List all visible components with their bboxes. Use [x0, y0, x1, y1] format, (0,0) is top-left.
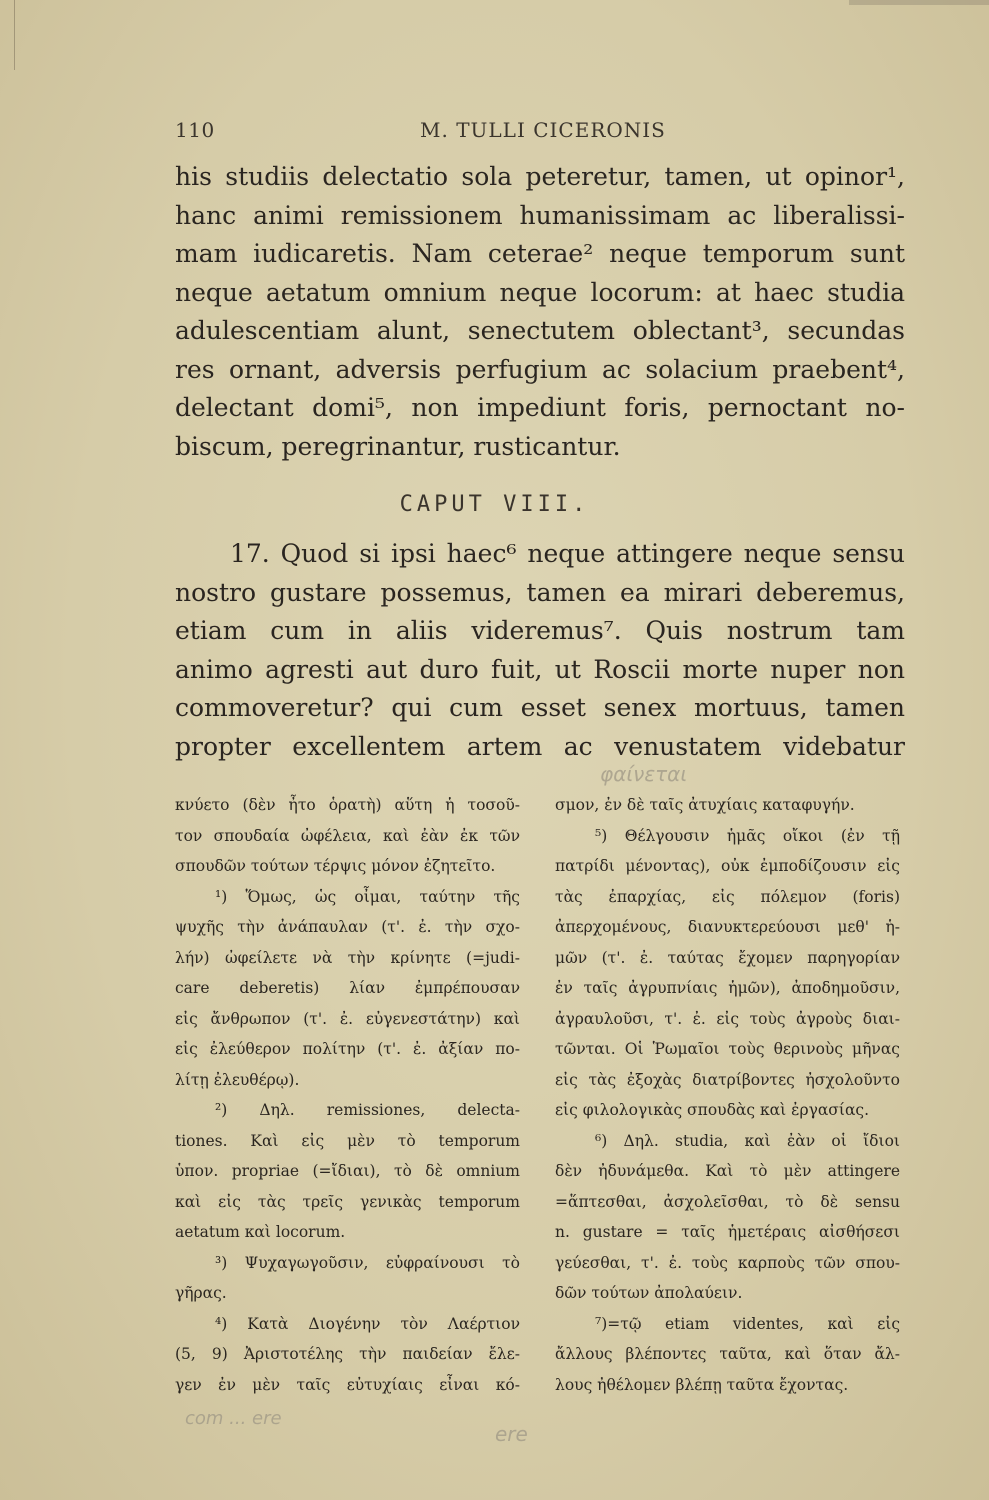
note-line: n. gustare = ταῖς ἡμετέραις αἰσθήσεσι [555, 1223, 900, 1241]
note-line: πατρίδι μένοντας), οὐκ ἐμποδίζουσιν εἰς [555, 857, 900, 875]
note-line: ἄλλους βλέποντες ταῦτα, καὶ ὅταν ἄλ- [555, 1345, 900, 1363]
text-line: res ornant, adversis perfugium ac solacium praebent⁴, [175, 354, 905, 384]
main-paragraph-2 [175, 535, 905, 766]
note-line: κνύετο (δὲν ἦτο ὁρατὴ) αὕτη ἡ τοσοῦ- [175, 796, 520, 814]
text-line: adulescentiam alunt, senectutem oblectant³, secundas [175, 316, 905, 345]
note-line: τὰς ἐπαρχίας, εἰς πόλεμον (foris) [555, 887, 900, 906]
note-line: δὲν ἠδυνάμεθα. Καὶ τὸ μὲν attingere [555, 1162, 900, 1180]
note-line: ⁶) Δηλ. studia, καὶ ἐὰν οἱ ἴδιοι [595, 1131, 900, 1150]
text-line: neque aetatum omnium neque locorum: at haec studia [175, 277, 905, 307]
note-line: γεν ἐν μὲν ταῖς εὐτυχίαις εἶναι κό- [175, 1375, 520, 1394]
text-line: propter excellentem artem ac venustatem videbatur [175, 731, 905, 761]
note-line: ⁵) Θέλγουσιν ἡμᾶς οἴκοι (ἐν τῇ [595, 826, 900, 845]
note-line: care deberetis) λίαν ἐμπρέπουσαν [175, 979, 520, 997]
text-line: animo agresti aut duro fuit, ut Roscii morte nuper non [175, 654, 905, 684]
text-line: nostro gustare possemus, tamen ea mirari deberemus, [175, 577, 905, 607]
text-line: his studiis delectatio sola peteretur, tamen, ut opinor¹, [175, 162, 905, 191]
pencil-annotation-top: φαίνεται [600, 762, 688, 786]
pencil-annotation-bottom-left: com ... ere [185, 1408, 282, 1429]
pencil-annotation-bottom-right: ere [495, 1422, 528, 1446]
chapter-heading: CAPUT VIII. [399, 492, 590, 517]
note-line: =ἅπτεσθαι, ἀσχολεῖσθαι, τὸ δὲ sensu [555, 1192, 900, 1211]
note-line: μῶν (τ'. ἐ. ταύτας ἔχομεν παρηγορίαν [555, 948, 900, 967]
note-line: σμον, ἐν δὲ ταῖς ἀτυχίαις καταφυγήν. [555, 796, 855, 814]
note-line: ⁷)=τῷ etiam videntes, καὶ εἰς [595, 1314, 900, 1333]
text-line: delectant domi⁵, non impediunt foris, pernoctant no- [175, 393, 905, 422]
note-line: γεύεσθαι, τ'. ἐ. τοὺς καρποὺς τῶν σπου- [555, 1253, 900, 1272]
note-line: εἰς ἐλεύθερον πολίτην (τ'. ἐ. ἀξίαν πο- [175, 1040, 520, 1058]
note-line: δῶν τούτων ἀπολαύειν. [555, 1284, 743, 1302]
note-line: καὶ εἰς τὰς τρεῖς γενικὰς temporum [175, 1192, 520, 1211]
text-line: hanc animi remissionem humanissimam ac liberalissi- [175, 200, 905, 230]
top-shadow [849, 0, 989, 5]
note-line: εἰς τὰς ἐξοχὰς διατρίβοντες ἠσχολοῦντο [555, 1070, 900, 1089]
note-line: ψυχῆς τὴν ἀνάπαυλαν (τ'. ἐ. τὴν σχο- [175, 918, 520, 936]
note-line: γῆρας. [175, 1284, 227, 1302]
note-line: ²) Δηλ. remissiones, delecta- [215, 1101, 520, 1119]
running-head: M. TULLI CICERONIS [420, 118, 666, 142]
note-line: ἀγραυλοῦσι, τ'. ἐ. εἰς τοὺς ἀγροὺς διαι- [555, 1009, 900, 1028]
note-line: τον σπουδαία ὠφέλεια, καὶ ἐὰν ἐκ τῶν [175, 826, 520, 845]
note-line: λήν) ὠφείλετε νὰ τὴν κρίνητε (=judi- [175, 948, 520, 967]
note-line: εἰς ἄνθρωπον (τ'. ἐ. εὐγενεστάτην) καὶ [175, 1009, 520, 1028]
text-line: 17. Quod si ipsi haec⁶ neque attingere neque sensu [230, 539, 905, 568]
note-line: λους ἠθέλομεν βλέπῃ ταῦτα ἔχοντας. [555, 1375, 849, 1394]
note-line: ἐν ταῖς ἀγρυπνίαις ἡμῶν), ἀποδημοῦσιν, [555, 979, 900, 997]
note-line: σπουδῶν τούτων τέρψις μόνον ἐζητεῖτο. [175, 857, 496, 875]
note-line: ⁴) Κατὰ Διογένην τὸν Λαέρτιον [215, 1314, 520, 1333]
note-line: tiones. Καὶ εἰς μὲν τὸ temporum [175, 1131, 520, 1150]
text-line: etiam cum in aliis videremus⁷. Quis nostrum tam [175, 616, 905, 645]
text-line: commoveretur? qui cum esset senex mortuus, tamen [175, 693, 905, 722]
note-line: τῶνται. Οἱ Ῥωμαῖοι τοὺς θερινοὺς μῆνας [555, 1040, 900, 1058]
main-paragraph-1 [175, 158, 905, 466]
footnotes-right-column [555, 790, 900, 1400]
note-line: λίτῃ ἐλευθέρῳ). [175, 1070, 300, 1089]
text-line: biscum, peregrinantur, rusticantur. [175, 431, 621, 461]
note-line: ³) Ψυχαγωγοῦσιν, εὐφραίνουσι τὸ [215, 1253, 520, 1272]
note-line: (5, 9) Ἀριστοτέλης τὴν παιδείαν ἔλε- [175, 1345, 520, 1363]
page-number: 110 [175, 118, 215, 142]
page-edge-mark [0, 0, 15, 70]
note-line: ¹) Ὅμως, ὡς οἶμαι, ταύτην τῆς [215, 887, 520, 906]
footnotes-left-column [175, 790, 520, 1400]
note-line: aetatum καὶ locorum. [175, 1223, 346, 1241]
note-line: ὑπον. propriae (=ἴδιαι), τὸ δὲ omnium [175, 1162, 520, 1180]
note-line: εἰς φιλολογικὰς σπουδὰς καὶ ἐργασίας. [555, 1101, 870, 1119]
note-line: ἀπερχομένους, διανυκτερεύουσι μεθ' ἡ- [555, 918, 900, 936]
text-line: mam iudicaretis. Nam ceterae² neque temporum sunt [175, 239, 905, 268]
